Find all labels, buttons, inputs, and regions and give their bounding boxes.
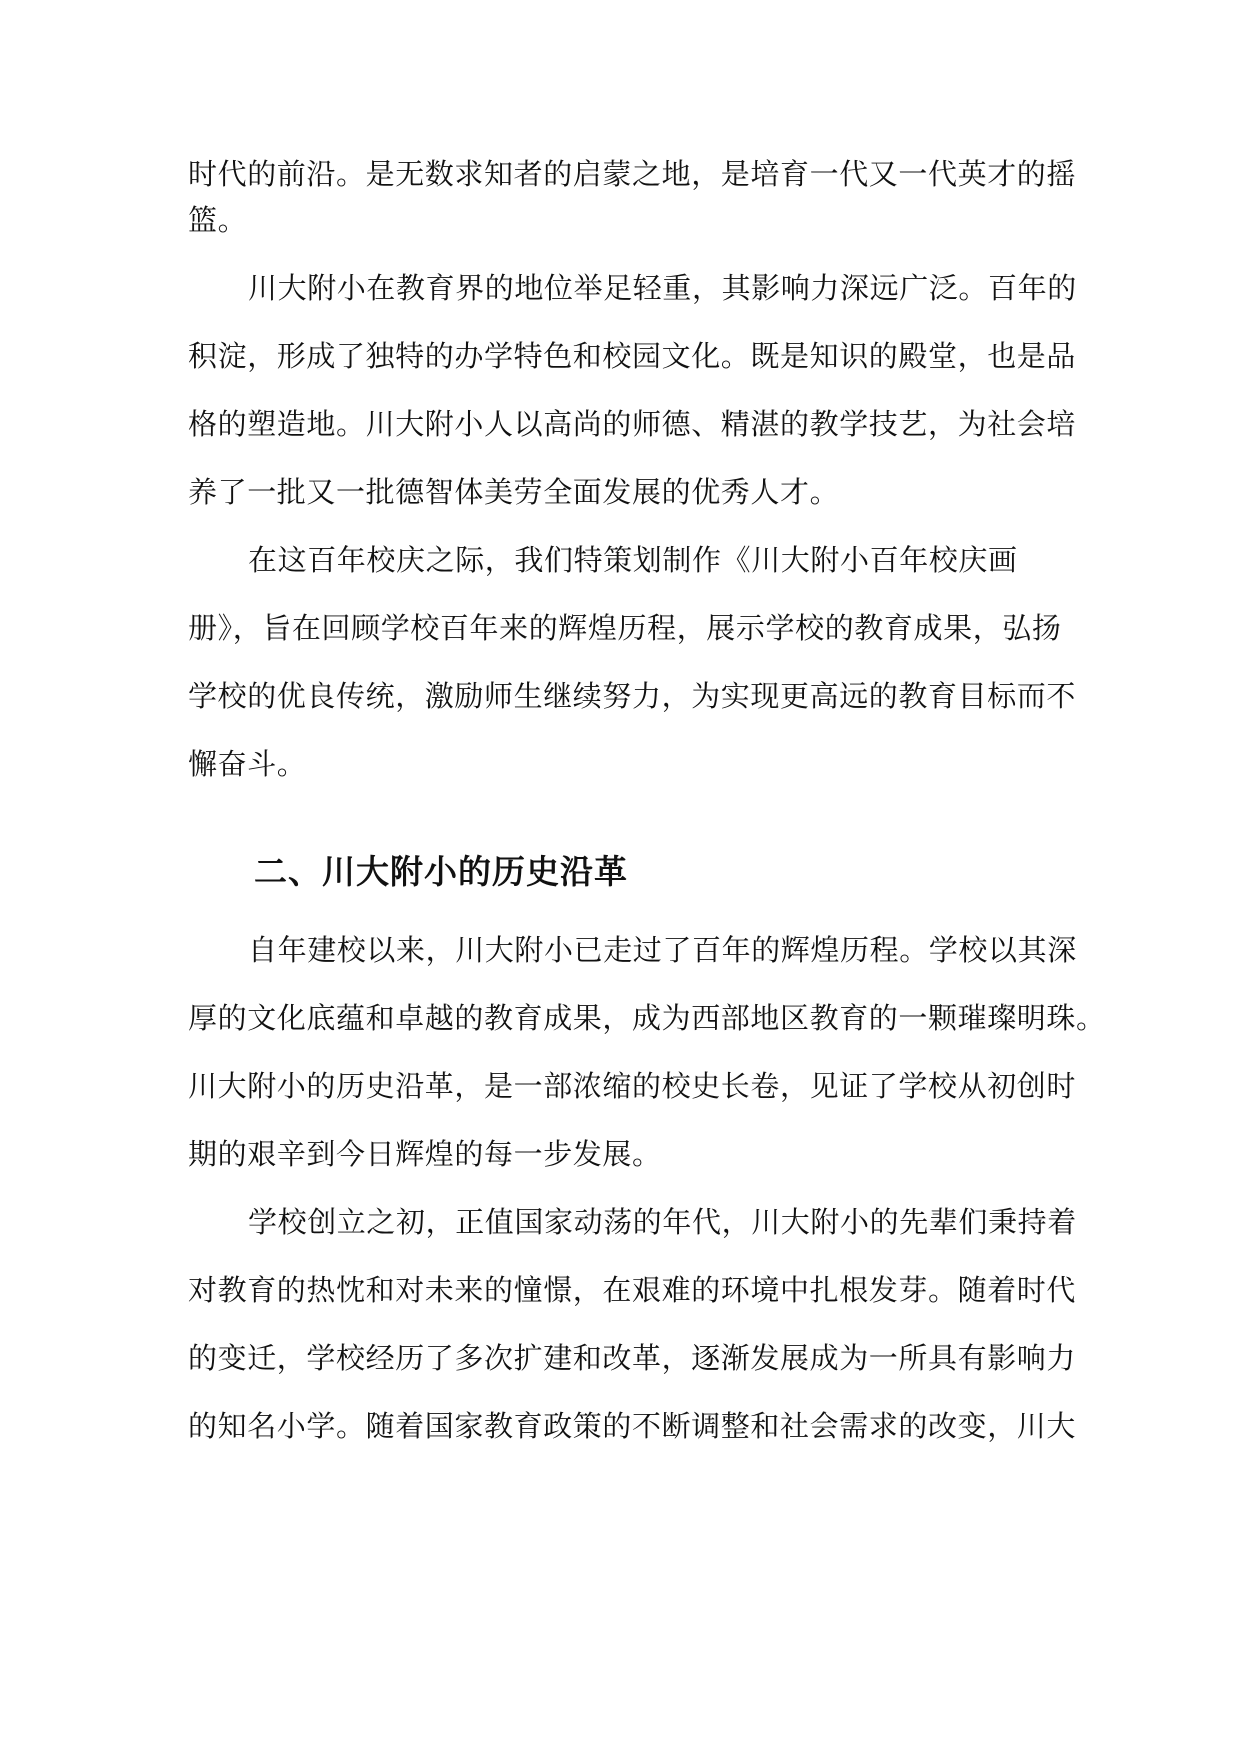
paragraph-line: 的变迁，学校经历了多次扩建和改革，逐渐发展成为一所具有影响力 [188, 1341, 1077, 1375]
paragraph-line: 期的艰辛到今日辉煌的每一步发展。 [188, 1137, 662, 1171]
paragraph-line: 在这百年校庆之际，我们特策划制作《川大附小百年校庆画 [248, 543, 1018, 577]
paragraph-line: 对教育的热忱和对未来的憧憬，在艰难的环境中扎根发芽。随着时代 [188, 1273, 1077, 1307]
paragraph-line: 养了一批又一批德智体美劳全面发展的优秀人才。 [188, 475, 840, 509]
paragraph-line: 册》，旨在回顾学校百年来的辉煌历程，展示学校的教育成果，弘扬 [188, 611, 1062, 645]
paragraph-line: 懈奋斗。 [188, 747, 307, 781]
paragraph-line: 学校的优良传统，激励师生继续努力，为实现更高远的教育目标而不 [188, 679, 1077, 713]
paragraph-line: 厚的文化底蕴和卓越的教育成果，成为西部地区教育的一颗璀璨明珠。 [188, 1001, 1106, 1035]
paragraph-line: 自年建校以来，川大附小已走过了百年的辉煌历程。学校以其深 [248, 933, 1077, 967]
paragraph-line: 时代的前沿。是无数求知者的启蒙之地，是培育一代又一代英才的摇 [188, 157, 1077, 191]
paragraph-line: 川大附小的历史沿革，是一部浓缩的校史长卷，见证了学校从初创时 [188, 1069, 1077, 1103]
paragraph-line: 篮。 [188, 203, 248, 237]
section-heading: 二、川大附小的历史沿革 [254, 852, 628, 891]
paragraph-line: 的知名小学。随着国家教育政策的不断调整和社会需求的改变，川大 [188, 1409, 1077, 1443]
paragraph-line: 积淀，形成了独特的办学特色和校园文化。既是知识的殿堂，也是品 [188, 339, 1077, 373]
paragraph-line: 学校创立之初，正值国家动荡的年代，川大附小的先辈们秉持着 [248, 1205, 1077, 1239]
paragraph-line: 格的塑造地。川大附小人以高尚的师德、精湛的教学技艺，为社会培 [188, 407, 1077, 441]
paragraph-line: 川大附小在教育界的地位举足轻重，其影响力深远广泛。百年的 [248, 271, 1077, 305]
